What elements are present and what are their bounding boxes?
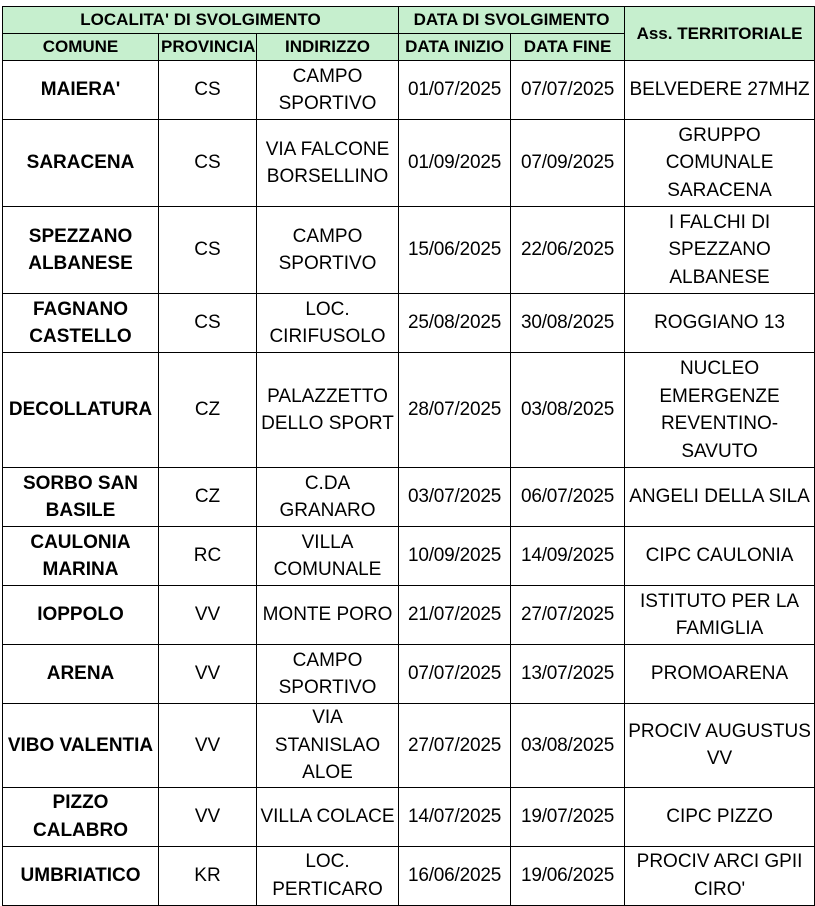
cell-provincia: VV bbox=[159, 645, 257, 704]
cell-ass: PROCIV ARCI GPII CIRO' bbox=[625, 846, 815, 905]
cell-data-inizio: 21/07/2025 bbox=[399, 586, 511, 645]
cell-ass: ISTITUTO PER LA FAMIGLIA bbox=[625, 586, 815, 645]
table-row bbox=[3, 704, 815, 788]
table-row bbox=[3, 527, 815, 586]
cell-comune: CAULONIA MARINA bbox=[3, 527, 159, 586]
cell-data-inizio: 10/09/2025 bbox=[399, 527, 511, 586]
header-comune: COMUNE bbox=[3, 34, 159, 61]
cell-comune: PIZZO CALABRO bbox=[3, 787, 159, 846]
cell-comune: MAIERA' bbox=[3, 61, 159, 120]
cell-comune: SPEZZANO ALBANESE bbox=[3, 207, 159, 294]
cell-provincia: CS bbox=[159, 61, 257, 120]
cell-indirizzo: C.DA GRANARO bbox=[257, 468, 399, 527]
cell-data-inizio: 14/07/2025 bbox=[399, 787, 511, 846]
cell-indirizzo: VILLA COMUNALE bbox=[257, 527, 399, 586]
cell-provincia: VV bbox=[159, 787, 257, 846]
cell-ass: ANGELI DELLA SILA bbox=[625, 468, 815, 527]
cell-data-fine: 30/08/2025 bbox=[511, 294, 625, 353]
cell-data-inizio: 07/07/2025 bbox=[399, 645, 511, 704]
cell-data-fine: 19/06/2025 bbox=[511, 846, 625, 905]
cell-data-inizio: 27/07/2025 bbox=[399, 704, 511, 788]
cell-indirizzo: VILLA COLACE bbox=[257, 787, 399, 846]
cell-comune: FAGNANO CASTELLO bbox=[3, 294, 159, 353]
cell-comune: SORBO SAN BASILE bbox=[3, 468, 159, 527]
cell-indirizzo: VIA FALCONE BORSELLINO bbox=[257, 120, 399, 207]
cell-provincia: KR bbox=[159, 846, 257, 905]
table-row bbox=[3, 468, 815, 527]
cell-data-inizio: 25/08/2025 bbox=[399, 294, 511, 353]
header-data-fine: DATA FINE bbox=[511, 34, 625, 61]
cell-data-inizio: 28/07/2025 bbox=[399, 353, 511, 468]
cell-ass: PROCIV AUGUSTUS VV bbox=[625, 704, 815, 788]
cell-comune: VIBO VALENTIA bbox=[3, 704, 159, 788]
header-row-groups bbox=[3, 7, 815, 34]
header-data-inizio: DATA INIZIO bbox=[399, 34, 511, 61]
cell-provincia: RC bbox=[159, 527, 257, 586]
cell-provincia: VV bbox=[159, 586, 257, 645]
cell-provincia: CZ bbox=[159, 353, 257, 468]
table-row bbox=[3, 787, 815, 846]
cell-ass: GRUPPO COMUNALE SARACENA bbox=[625, 120, 815, 207]
cell-data-fine: 22/06/2025 bbox=[511, 207, 625, 294]
cell-ass: PROMOARENA bbox=[625, 645, 815, 704]
cell-provincia: CZ bbox=[159, 468, 257, 527]
cell-data-fine: 19/07/2025 bbox=[511, 787, 625, 846]
cell-data-fine: 03/08/2025 bbox=[511, 353, 625, 468]
cell-indirizzo: MONTE PORO bbox=[257, 586, 399, 645]
table-row bbox=[3, 353, 815, 468]
header-data-svolgimento: DATA DI SVOLGIMENTO bbox=[399, 7, 625, 34]
cell-indirizzo: CAMPO SPORTIVO bbox=[257, 61, 399, 120]
cell-ass: BELVEDERE 27MHZ bbox=[625, 61, 815, 120]
cell-data-inizio: 01/07/2025 bbox=[399, 61, 511, 120]
table-row bbox=[3, 207, 815, 294]
cell-provincia: VV bbox=[159, 704, 257, 788]
cell-provincia: CS bbox=[159, 120, 257, 207]
header-indirizzo: INDIRIZZO bbox=[257, 34, 399, 61]
cell-indirizzo: VIA STANISLAO ALOE bbox=[257, 704, 399, 788]
cell-data-inizio: 01/09/2025 bbox=[399, 120, 511, 207]
cell-data-inizio: 15/06/2025 bbox=[399, 207, 511, 294]
header-provincia: PROVINCIA bbox=[159, 34, 257, 61]
cell-indirizzo: CAMPO SPORTIVO bbox=[257, 207, 399, 294]
cell-data-fine: 06/07/2025 bbox=[511, 468, 625, 527]
cell-indirizzo: LOC. CIRIFUSOLO bbox=[257, 294, 399, 353]
header-localita: LOCALITA' DI SVOLGIMENTO bbox=[3, 7, 399, 34]
cell-comune: UMBRIATICO bbox=[3, 846, 159, 905]
cell-comune: DECOLLATURA bbox=[3, 353, 159, 468]
cell-comune: SARACENA bbox=[3, 120, 159, 207]
cell-data-fine: 03/08/2025 bbox=[511, 704, 625, 788]
cell-indirizzo: CAMPO SPORTIVO bbox=[257, 645, 399, 704]
cell-data-fine: 07/09/2025 bbox=[511, 120, 625, 207]
table-row bbox=[3, 645, 815, 704]
cell-indirizzo: LOC. PERTICARO bbox=[257, 846, 399, 905]
cell-ass: CIPC PIZZO bbox=[625, 787, 815, 846]
cell-ass: ROGGIANO 13 bbox=[625, 294, 815, 353]
cell-data-inizio: 03/07/2025 bbox=[399, 468, 511, 527]
cell-ass: CIPC CAULONIA bbox=[625, 527, 815, 586]
cell-data-inizio: 16/06/2025 bbox=[399, 846, 511, 905]
cell-ass: NUCLEO EMERGENZE REVENTINO-SAVUTO bbox=[625, 353, 815, 468]
cell-comune: ARENA bbox=[3, 645, 159, 704]
cell-data-fine: 14/09/2025 bbox=[511, 527, 625, 586]
cell-ass: I FALCHI DI SPEZZANO ALBANESE bbox=[625, 207, 815, 294]
table-row bbox=[3, 586, 815, 645]
cell-data-fine: 07/07/2025 bbox=[511, 61, 625, 120]
header-ass-territoriale: Ass. TERRITORIALE bbox=[625, 7, 815, 61]
table-row bbox=[3, 120, 815, 207]
cell-data-fine: 27/07/2025 bbox=[511, 586, 625, 645]
table-row bbox=[3, 846, 815, 905]
cell-data-fine: 13/07/2025 bbox=[511, 645, 625, 704]
cell-indirizzo: PALAZZETTO DELLO SPORT bbox=[257, 353, 399, 468]
table-row bbox=[3, 61, 815, 120]
cell-comune: IOPPOLO bbox=[3, 586, 159, 645]
table-row bbox=[3, 294, 815, 353]
events-table bbox=[2, 6, 815, 906]
cell-provincia: CS bbox=[159, 294, 257, 353]
cell-provincia: CS bbox=[159, 207, 257, 294]
